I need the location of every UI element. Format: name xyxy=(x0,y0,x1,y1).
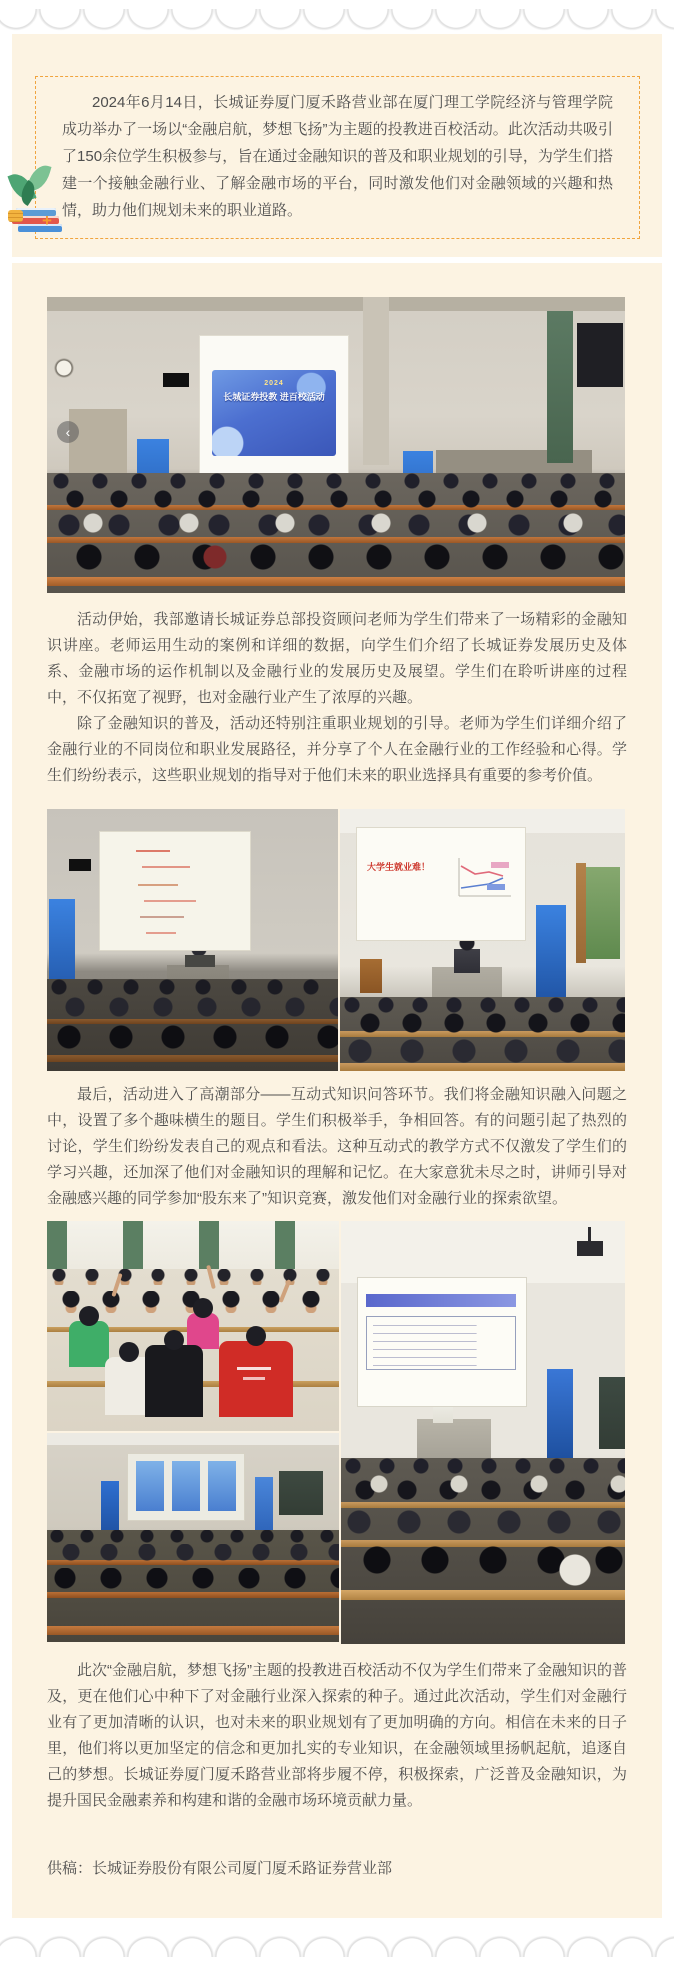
slide-text-box xyxy=(366,1316,516,1370)
photo-classroom-rear-view[interactable] xyxy=(47,1433,339,1642)
poster-year: 2024 xyxy=(264,380,284,387)
coins-icon xyxy=(8,210,23,222)
intro-card xyxy=(35,76,640,239)
student-crowd xyxy=(47,979,338,1071)
paragraph-career-guidance: 除了金融知识的普及，活动还特别注重职业规划的引导。老师为学生们详细介绍了金融行业的不同岗位和职业发展路径，并分享了个人在金融行业的工作经验和心得。学生们纷纷表示，这些职业规划的指导对于他们未来的职业选择具有重要的参考价值。 xyxy=(47,715,627,784)
employment-chart xyxy=(453,854,515,902)
student-crowd xyxy=(341,1458,625,1644)
event-photo-lecture-hall[interactable] xyxy=(47,297,625,593)
scallop-top-border xyxy=(0,0,674,34)
student-figure xyxy=(69,1321,109,1367)
student-crowd xyxy=(340,997,625,1071)
content-area xyxy=(12,34,662,1918)
carousel-prev-button[interactable] xyxy=(57,421,79,443)
photo-speaker-right[interactable] xyxy=(340,809,625,1071)
scallop-bottom-border xyxy=(0,1918,674,1975)
slide-title: 大学生就业难！ xyxy=(367,862,431,872)
slide-screen xyxy=(357,1277,527,1407)
student-crowd xyxy=(47,473,625,593)
paragraph-quiz: 最后，活动进入了高潮部分——互动式知识问答环节。我们将金融知识融入问题之中，设置了多个趣味横生的题目。学生们积极举手，争相回答。有的问题引起了热烈的讨论，学生们纷纷发表自己的观点和看法。这种互动式的教学方式不仅激发了学生们的学习兴趣，还加深了他们对金融知识的理解和记忆。在大家意犹未尽之时，讲师引导对金融感兴趣的同学参加“股东来了”知识竞赛，激发他们对金融行业的探索欲望。 xyxy=(47,1086,627,1207)
paragraph-lecture: 活动伊始，我部邀请长城证券总部投资顾问老师为学生们带来了一场精彩的金融知识讲座。老师运用生动的案例和详细的数据，向学生们介绍了长城证券发展历史及体系、金融市场的运作机制以及金融行业的发展历史及展望。学生们在聆听讲座的过程中，不仅拓宽了视野，也对金融行业产生了浓厚的兴趣。 xyxy=(47,611,627,706)
plus-icon: + xyxy=(42,211,52,230)
poster-title: 长城证券投教 进百校活动 xyxy=(223,392,325,402)
event-poster xyxy=(212,370,336,456)
main-article xyxy=(12,263,662,1918)
chevron-left-icon: ‹ xyxy=(65,424,71,440)
photo-students-raising-hands[interactable] xyxy=(47,1221,339,1431)
intro-section xyxy=(12,34,662,257)
student-crowd xyxy=(47,1530,339,1642)
student-figure xyxy=(187,1313,219,1349)
book-icon xyxy=(18,224,62,232)
projector-screen xyxy=(199,335,349,479)
photo-grid-left-column xyxy=(47,1221,339,1644)
student-figure xyxy=(145,1345,203,1417)
photo-speaker-left[interactable] xyxy=(47,809,338,1071)
intro-paragraph: 2024年6月14日，长城证券厦门厦禾路营业部在厦门理工学院经济与管理学院成功举办了一场以“金融启航，梦想飞扬”为主题的投教进百校活动。此次活动共吸引了150余位学生积极参与，旨在通过金融知识的普及和职业规划的引导，为学生们搭建一个接触金融行业、了解金融市场的平台，同时激发他们对金融领域的兴趣和热情，助力他们规划未来的职业道路。 xyxy=(62,94,613,219)
slide-header-bar xyxy=(366,1294,516,1307)
event-photo-interaction-grid xyxy=(47,1221,625,1644)
slide-screen xyxy=(356,827,526,941)
event-photo-speaker-pair xyxy=(47,809,625,1071)
paragraph-closing: 此次“金融启航，梦想飞扬”主题的投教进百校活动不仅为学生们带来了金融知识的普及，更在他们心中种下了对金融行业深入探索的种子。通过此次活动，学生们对金融行业有了更加清晰的认识，也对未来的职业规划有了更加明确的方向。相信在未来的日子里，他们将以更加坚定的信念和更加扎实的专业知识，在金融领域里扬帆起航，追逐自己的梦想。长城证券厦门厦禾路营业部将步履不停，积极探索，广泛普及金融知识，为提升国民金融素养和构建和谐的金融市场环境贡献力量。 xyxy=(47,1662,627,1809)
leaf-books-icon xyxy=(8,164,66,232)
slide-screen xyxy=(99,831,251,951)
projector-screen xyxy=(127,1453,245,1521)
student-figure-red-shirt xyxy=(219,1341,293,1417)
photo-quiz-session[interactable] xyxy=(341,1221,625,1644)
credit-line: 供稿：长城证券股份有限公司厦门厦禾路证券营业部 xyxy=(47,1860,393,1877)
